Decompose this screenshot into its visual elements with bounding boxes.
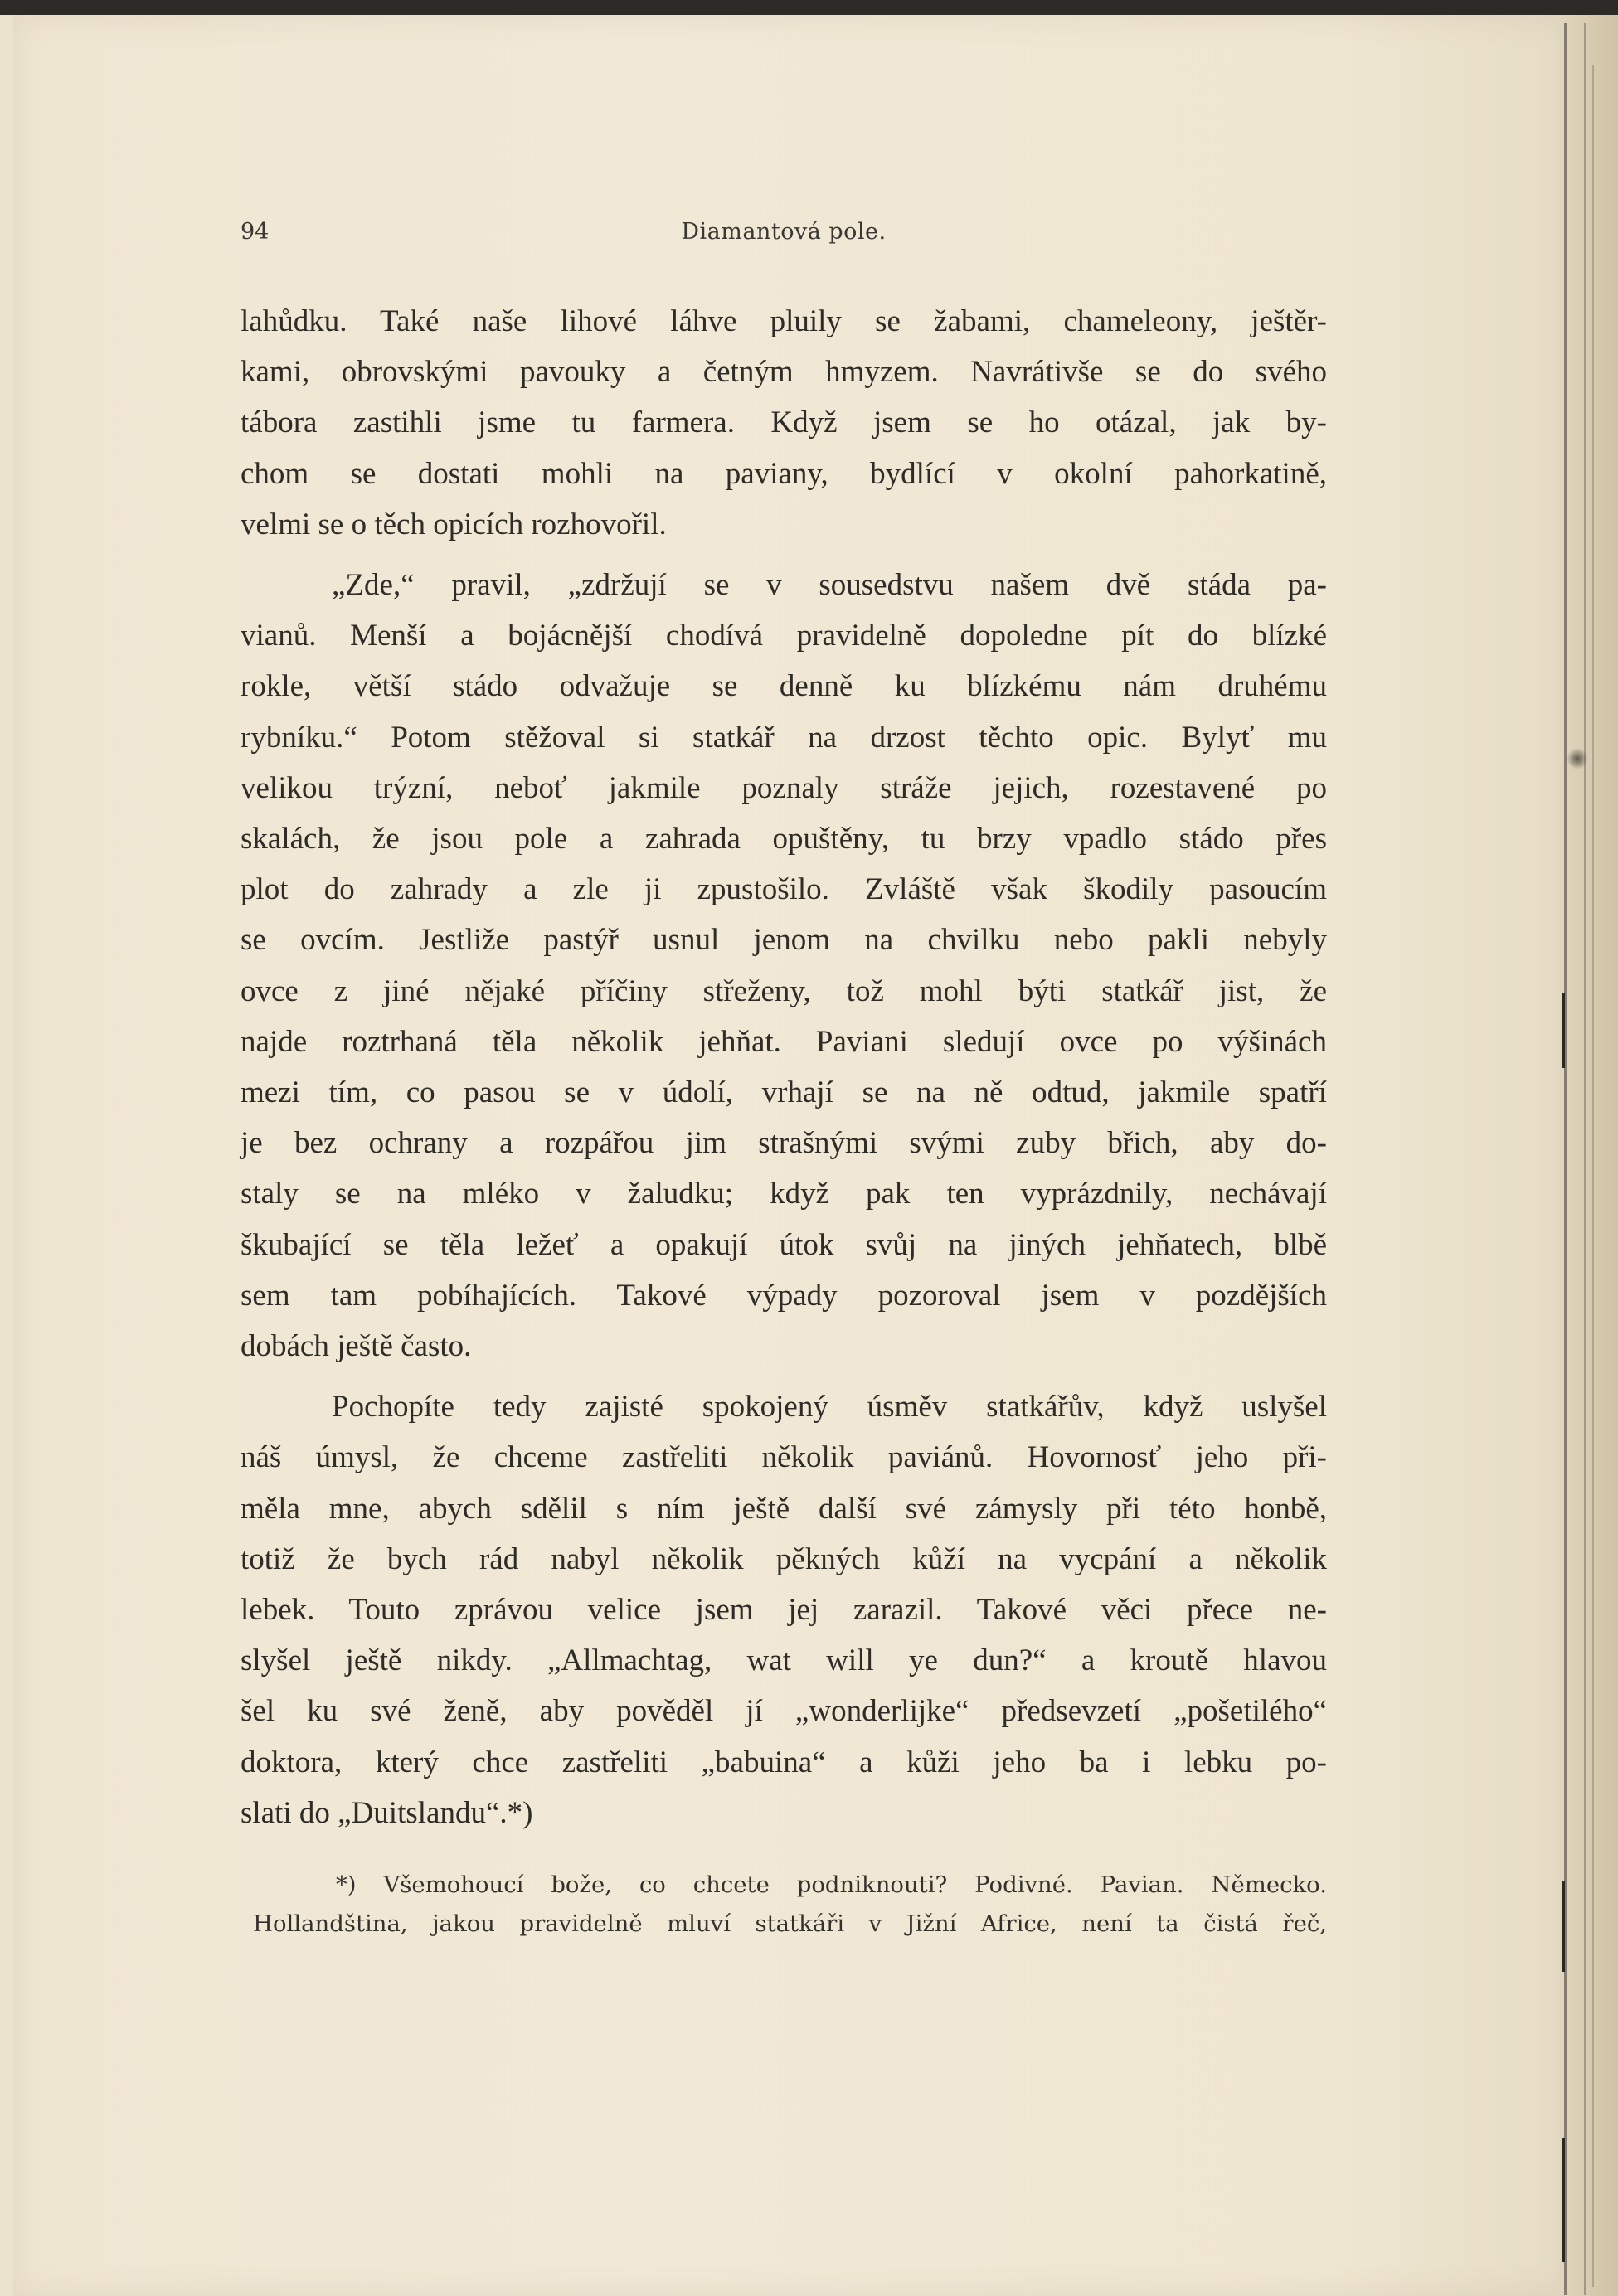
text-line: se ovcím. Jestliže pastýř usnul jenom na chvilku nebo pakli nebyly: [241, 923, 1327, 958]
text-line: rybníku.“ Potom stěžoval si statkář na drzost těchto opic. Bylyť mu: [241, 720, 1327, 755]
text-line: je bez ochrany a rozpářou jim strašnými svými zuby břich, aby do-: [241, 1126, 1327, 1161]
text-line: velikou trýzní, neboť jakmile poznaly stráže jejich, rozestavené po: [241, 770, 1327, 805]
text-line: sem tam pobíhajících. Takové výpady pozoroval jsem v pozdějších: [241, 1278, 1327, 1313]
text-line: najde roztrhaná těla několik jehňat. Paviani sledují ovce po výšinách: [241, 1024, 1327, 1059]
text-line: velmi se o těch opicích rozhovořil.: [241, 507, 667, 541]
text-line: „Zde,“ pravil, „zdržují se v sousedstvu našem dvě stáda pa-: [332, 568, 1327, 603]
page-fore-edge: [1559, 15, 1618, 2296]
text-line: mezi tím, co pasou se v údolí, vrhají se na ně odtud, jakmile spatří: [241, 1075, 1327, 1110]
page-header: [241, 219, 1327, 252]
text-line: plot do zahrady a zle ji zpustošilo. Zvláště však škodily pasoucím: [241, 872, 1327, 907]
body-text: [241, 296, 1327, 1838]
footnote: [253, 1866, 1327, 1944]
text-line: slyšel ještě nikdy. „Allmachtag, wat will ye dun?“ a kroutě hlavou: [241, 1643, 1327, 1678]
text-line: lebek. Touto zprávou velice jsem jej zarazil. Takové věci přece ne-: [241, 1593, 1327, 1628]
text-line: tábora zastihli jsme tu farmera. Když jsem se ho otázal, jak by-: [241, 405, 1327, 440]
text-line: totiž že bych rád nabyl několik pěkných kůží na vycpání a několik: [241, 1541, 1327, 1576]
edge-mark: [1562, 993, 1565, 1068]
edge-stain: [1566, 749, 1589, 769]
text-line: lahůdku. Také naše lihové láhve pluily se žabami, chameleony, ještěr-: [241, 304, 1327, 338]
text-line: slati do „Duitslandu“.*): [241, 1795, 533, 1830]
text-line: Pochopíte tedy zajisté spokojený úsměv statkářův, když uslyšel: [332, 1390, 1327, 1425]
scanner-top-edge: [0, 0, 1618, 15]
footnote-line: *) Všemohoucí bože, co chcete podniknouti? Podivné. Pavian. Německo.: [336, 1871, 1327, 1898]
text-line: skalách, že jsou pole a zahrada opuštěny, tu brzy vpadlo stádo přes: [241, 822, 1327, 857]
text-line: kami, obrovskými pavouky a četným hmyzem. Navrátivše se do svého: [241, 355, 1327, 390]
text-line: škubající se těla ležeť a opakují útok svůj na jiných jehňatech, blbě: [241, 1227, 1327, 1262]
page-number: 94: [241, 219, 270, 245]
edge-mark: [1562, 2138, 1565, 2262]
text-line: staly se na mléko v žaludku; když pak ten vyprázdnily, nechávají: [241, 1177, 1327, 1211]
text-line: vianů. Menší a bojácnější chodívá pravidelně dopoledne pít do blízké: [241, 619, 1327, 653]
edge-mark: [1562, 1881, 1565, 1972]
text-line: doktora, který chce zastřeliti „babuina“ a kůži jeho ba i lebku po-: [241, 1745, 1327, 1779]
text-line: měla mne, abych sdělil s ním ještě další své zámysly při této honbě,: [241, 1491, 1327, 1526]
text-line: dobách ještě často.: [241, 1329, 472, 1364]
edge-line: [1584, 23, 1586, 2295]
running-head: Diamantová pole.: [681, 219, 887, 245]
footnote-line: Hollandština, jakou pravidelně mluví statkáři v Jižní Africe, není ta čistá řeč,: [253, 1910, 1327, 1937]
text-line: náš úmysl, že chceme zastřeliti několik paviánů. Hovornosť jeho při-: [241, 1440, 1327, 1475]
text-line: ovce z jiné nějaké příčiny střeženy, tož mohl býti statkář jist, že: [241, 973, 1327, 1008]
edge-line: [1592, 65, 1594, 2287]
text-line: šel ku své ženě, aby pověděl jí „wonderlijke“ předsevzetí „pošetilého“: [241, 1694, 1327, 1729]
text-line: rokle, větší stádo odvažuje se denně ku blízkému nám druhému: [241, 669, 1327, 704]
text-line: chom se dostati mohli na paviany, bydlící v okolní pahorkatině,: [241, 456, 1327, 491]
